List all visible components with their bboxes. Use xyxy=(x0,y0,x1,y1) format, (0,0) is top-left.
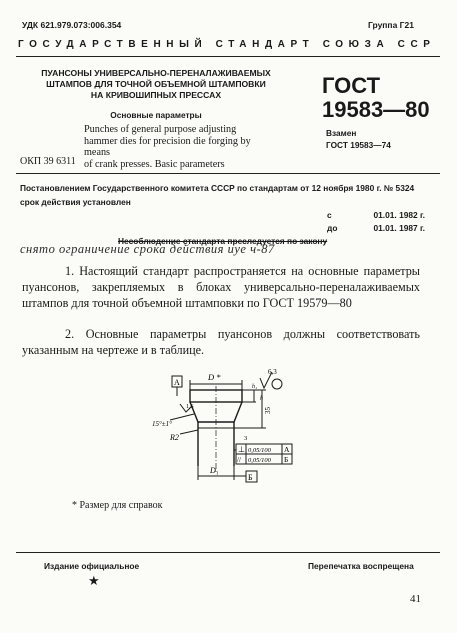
dim-d-label: D * xyxy=(208,372,221,382)
gost-label: ГОСТ xyxy=(322,73,381,98)
date-from-label: с xyxy=(327,210,332,220)
dim-h1-label: h₁ xyxy=(252,384,258,390)
state-standard-banner: ГОСУДАРСТВЕННЫЙ СТАНДАРТ СОЮЗА ССР xyxy=(18,39,436,50)
tol-par-symbol: // xyxy=(237,456,241,464)
gost-number: 19583—80 xyxy=(322,97,430,122)
paragraph-2: 2. Основные параметры пуансонов должны соответствовать указанным на чертеже и в таблице. xyxy=(22,327,420,357)
replaces-block xyxy=(326,127,391,151)
struck-legal-note: Несоблюдение стандарта преследуется по закону xyxy=(118,236,328,246)
official-edition: Издание официальное xyxy=(44,561,140,571)
decree-text: Постановлением Государственного комитета СССР по стандартам от 12 ноября 1980 г. № 5324 срок действия установлен xyxy=(20,183,415,207)
okp-code: ОКП 39 6311 xyxy=(20,156,76,167)
date-from: 01.01. 1982 г. xyxy=(373,210,425,220)
udk-code: УДК 621.979.073:006.354 xyxy=(22,20,122,30)
dim-h-label: h xyxy=(260,396,263,402)
reprint-prohibited: Перепечатка воспрещена xyxy=(308,561,414,571)
top-rule xyxy=(16,56,440,57)
tol-perp-symbol: ⊥ xyxy=(238,445,245,454)
dim-3-label: 3 xyxy=(244,435,248,442)
roughness-face-value: 1,6 xyxy=(186,404,194,410)
english-line-3: of crank presses. Basic parameters xyxy=(84,158,225,170)
title-line-2: ШТАМПОВ ДЛЯ ТОЧНОЙ ОБЪЕМНОЙ ШТАМПОВКИ xyxy=(46,79,266,89)
angle-label: 15°±1° xyxy=(152,420,172,428)
english-line-1: Punches of general purpose adjusting xyxy=(84,124,237,135)
tol-par-value: 0,05/100 xyxy=(248,457,271,464)
page-number: 41 xyxy=(410,593,421,605)
punch-drawing xyxy=(150,368,340,493)
footnote: * Размер для справок xyxy=(72,500,163,511)
star-icon: ★ xyxy=(88,573,100,588)
paragraph-1: 1. Настоящий стандарт распространяется на основные параметры пуансонов, закрепляемых в блоках универсально-переналаживаемых штампов для точной объемной штамповки по ГОСТ 19579—80 xyxy=(22,264,420,310)
title-line-1: ПУАНСОНЫ УНИВЕРСАЛЬНО-ПЕРЕНАЛАЖИВАЕМЫХ xyxy=(41,68,271,78)
validity-dates xyxy=(327,209,425,235)
dim-35-label: 35 xyxy=(264,407,272,414)
english-line-2: hammer dies for precision die forging by means xyxy=(84,135,251,158)
date-to: 01.01. 1987 г. xyxy=(373,223,425,233)
group-code: Группа Г21 xyxy=(368,20,414,30)
basic-params-subtitle: Основные параметры xyxy=(110,110,202,120)
radius-label: R2 xyxy=(170,433,179,442)
dim-d1-label: D₁ xyxy=(210,466,219,475)
replaces-standard: ГОСТ 19583—74 xyxy=(326,140,391,150)
roughness-circle-icon xyxy=(272,379,282,389)
english-title xyxy=(84,124,274,170)
tol-par-datum: Б xyxy=(284,455,289,464)
title-line-3: НА КРИВОШИПНЫХ ПРЕССАХ xyxy=(90,90,222,100)
date-to-label: до xyxy=(327,223,338,233)
bottom-rule xyxy=(16,552,440,553)
roughness-main-value: 6,3 xyxy=(268,368,277,376)
tol-perp-value: 0,05/100 xyxy=(248,447,271,454)
document-title xyxy=(30,68,282,101)
replaces-label: Взамен xyxy=(326,128,357,138)
tol-perp-datum: А xyxy=(284,445,290,454)
datum-b-label: Б xyxy=(248,473,253,482)
gost-designation xyxy=(322,74,430,122)
handwritten-annotation: снято ограничение срока действия иуе ч-87 xyxy=(20,242,275,256)
datum-a-label: А xyxy=(174,378,180,387)
middle-rule xyxy=(16,173,440,174)
